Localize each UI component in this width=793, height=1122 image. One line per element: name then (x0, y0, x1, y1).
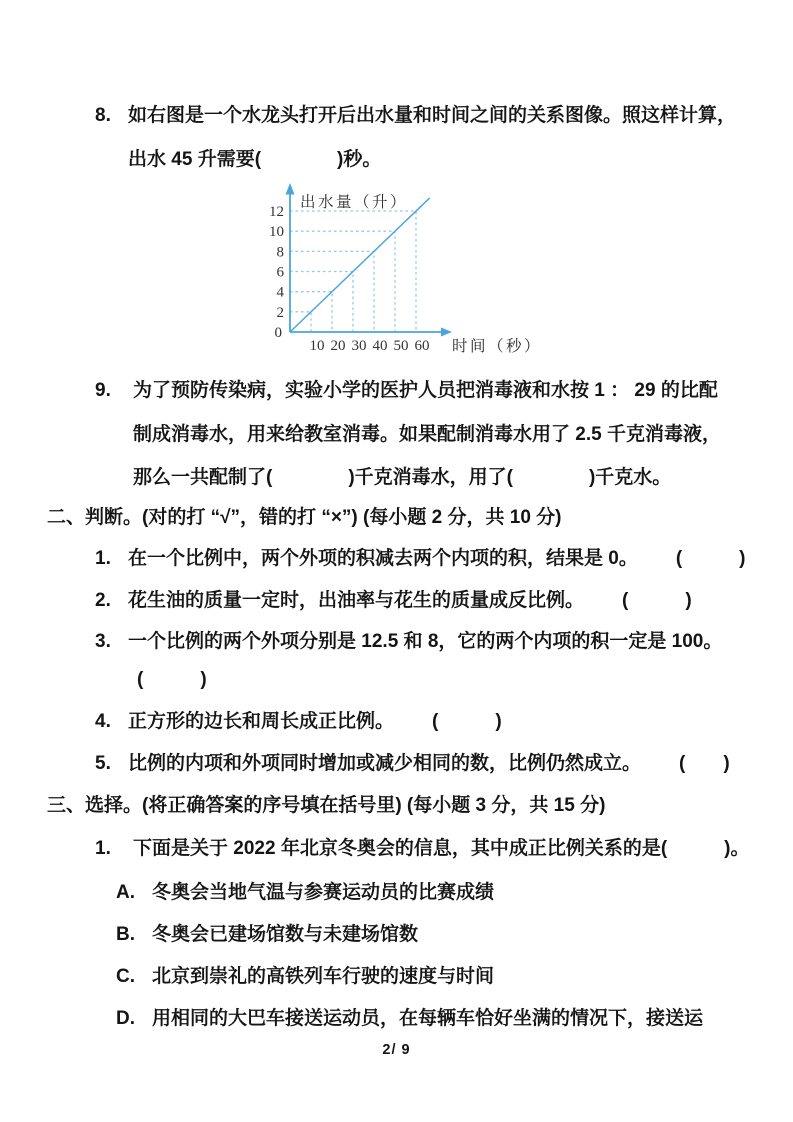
judge-item-5 (95, 752, 730, 776)
question-number: 1. (95, 838, 111, 859)
option-letter: B. (116, 924, 135, 945)
svg-text:10: 10 (309, 338, 325, 354)
option-text: 北京到崇礼的高铁列车行驶的速度与时间 (152, 966, 495, 987)
option-text: 冬奥会已建场馆数与未建场馆数 (152, 924, 419, 945)
question-9-line3: 那么一共配制了( )千克消毒水，用了( )千克水。 (133, 467, 672, 488)
svg-text:20: 20 (330, 338, 346, 354)
svg-text:时间（秒）: 时间（秒） (452, 338, 543, 355)
question-text: 如右图是一个水龙头打开后出水量和时间之间的关系图像。照这样计算， (128, 105, 737, 126)
svg-text:0: 0 (274, 325, 282, 341)
option-text: 用相同的大巴车接送运动员，在每辆车恰好坐满的情况下，接送运 (152, 1008, 704, 1029)
judge-item-1 (95, 547, 746, 571)
svg-text:出水量（升）: 出水量（升） (300, 194, 409, 211)
item-number: 3. (95, 631, 111, 652)
answer-blank: ( ) (641, 753, 730, 774)
svg-text:6: 6 (276, 264, 284, 281)
judge-item-4 (95, 710, 502, 734)
svg-text:30: 30 (351, 338, 367, 354)
option-c (116, 965, 494, 989)
option-a (116, 881, 494, 905)
svg-text:40: 40 (372, 338, 388, 354)
section-2-title: 二、判断。(对的打 “√”，错的打 “×”) (每小题 2 分，共 10 分) (47, 507, 562, 528)
item-number: 1. (95, 548, 111, 569)
question-number: 8. (95, 105, 111, 126)
page-number: 2/ 9 (382, 1042, 411, 1058)
item-text: 在一个比例中，两个外项的积减去两个内项的积，结果是 0。 (128, 548, 638, 569)
item-text: 正方形的边长和周长成正比例。 (128, 711, 395, 732)
question-8-line2: 出水 45 升需要( )秒。 (128, 149, 382, 170)
svg-text:10: 10 (269, 224, 284, 241)
judge-item-2 (95, 589, 692, 613)
question-text: 下面是关于 2022 年北京冬奥会的信息，其中成正比例关系的是( )。 (133, 838, 750, 859)
item-text: 一个比例的两个外项分别是 12.5 和 8，它的两个内项的积一定是 100。 (128, 631, 723, 652)
water-flow-line-chart (246, 180, 546, 366)
question-8-line1 (95, 104, 736, 128)
svg-text:50: 50 (393, 338, 409, 354)
question-number: 9. (95, 380, 111, 401)
question-9-line2: 制成消毒水，用来给教室消毒。如果配制消毒水用了 2.5 千克消毒液， (133, 424, 721, 445)
item-text: 比例的内项和外项同时增加或减少相同的数，比例仍然成立。 (128, 753, 642, 774)
section-3-title: 三、选择。(将正确答案的序号填在括号里) (每小题 3 分，共 15 分) (47, 795, 606, 816)
item-number: 2. (95, 590, 111, 611)
choice-question-1 (95, 837, 749, 861)
option-letter: C. (116, 966, 135, 987)
question-text: 为了预防传染病，实验小学的医护人员把消毒液和水按 1 ： 29 的比配 (133, 380, 718, 401)
svg-text:60: 60 (414, 338, 430, 354)
item-text: 花生油的质量一定时，出油率与花生的质量成反比例。 (128, 590, 585, 611)
option-letter: A. (116, 882, 135, 903)
judge-item-3-answer-blank: ( ) (137, 669, 207, 690)
svg-text:2: 2 (276, 304, 284, 321)
option-b (116, 923, 418, 947)
option-letter: D. (116, 1008, 135, 1029)
option-d (116, 1007, 703, 1031)
option-text: 冬奥会当地气温与参赛运动员的比赛成绩 (152, 882, 495, 903)
item-number: 4. (95, 711, 111, 732)
svg-text:4: 4 (276, 284, 284, 301)
judge-item-3 (95, 630, 722, 654)
svg-text:8: 8 (276, 244, 284, 261)
answer-blank: ( ) (637, 548, 746, 569)
question-9-line1 (95, 379, 718, 403)
answer-blank: ( ) (584, 590, 692, 611)
svg-text:12: 12 (269, 204, 284, 220)
item-number: 5. (95, 753, 111, 774)
answer-blank: ( ) (394, 711, 502, 732)
